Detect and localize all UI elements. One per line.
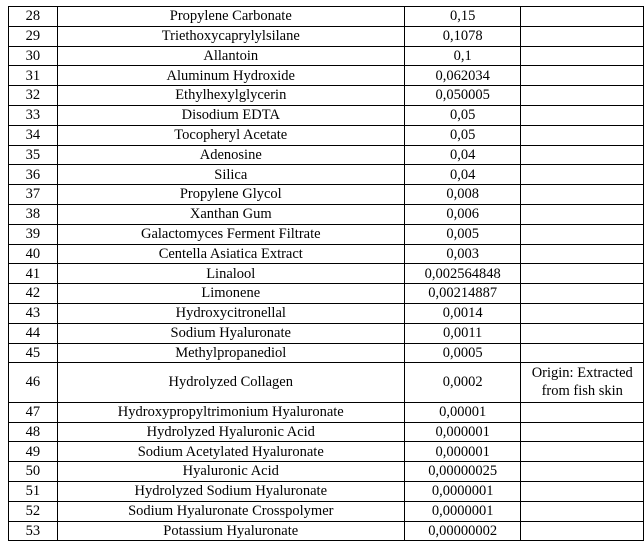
row-number-cell: 42	[9, 284, 58, 304]
ingredient-name-cell: Allantoin	[57, 46, 404, 66]
concentration-cell: 0,1078	[404, 26, 521, 46]
concentration-cell: 0,003	[404, 244, 521, 264]
table-row	[9, 86, 644, 106]
note-cell	[521, 244, 644, 264]
ingredient-name-cell: Potassium Hyaluronate	[57, 521, 404, 541]
note-cell	[521, 224, 644, 244]
ingredient-name-cell: Adenosine	[57, 145, 404, 165]
ingredient-name-cell: Hydroxypropyltrimonium Hyaluronate	[57, 402, 404, 422]
table-row	[9, 323, 644, 343]
table-row	[9, 284, 644, 304]
row-number-cell: 45	[9, 343, 58, 363]
concentration-cell: 0,062034	[404, 66, 521, 86]
ingredient-name-cell: Silica	[57, 165, 404, 185]
row-number-cell: 46	[9, 363, 58, 403]
concentration-cell: 0,000001	[404, 442, 521, 462]
concentration-cell: 0,0005	[404, 343, 521, 363]
note-cell	[521, 105, 644, 125]
row-number-cell: 31	[9, 66, 58, 86]
concentration-cell: 0,05	[404, 105, 521, 125]
row-number-cell: 41	[9, 264, 58, 284]
table-row	[9, 244, 644, 264]
note-cell	[521, 145, 644, 165]
row-number-cell: 32	[9, 86, 58, 106]
row-number-cell: 29	[9, 26, 58, 46]
row-number-cell: 43	[9, 303, 58, 323]
table-row	[9, 165, 644, 185]
ingredient-name-cell: Centella Asiatica Extract	[57, 244, 404, 264]
table-row	[9, 501, 644, 521]
table-row	[9, 264, 644, 284]
row-number-cell: 40	[9, 244, 58, 264]
concentration-cell: 0,00214887	[404, 284, 521, 304]
ingredient-name-cell: Xanthan Gum	[57, 204, 404, 224]
ingredient-name-cell: Hyaluronic Acid	[57, 462, 404, 482]
concentration-cell: 0,04	[404, 165, 521, 185]
note-cell	[521, 66, 644, 86]
note-cell	[521, 501, 644, 521]
concentration-cell: 0,002564848	[404, 264, 521, 284]
table-row	[9, 402, 644, 422]
note-cell	[521, 482, 644, 502]
ingredient-name-cell: Sodium Hyaluronate Crosspolymer	[57, 501, 404, 521]
concentration-cell: 0,008	[404, 185, 521, 205]
table-row	[9, 66, 644, 86]
concentration-cell: 0,000001	[404, 422, 521, 442]
ingredient-name-cell: Disodium EDTA	[57, 105, 404, 125]
note-cell	[521, 323, 644, 343]
concentration-cell: 0,00000025	[404, 462, 521, 482]
ingredient-name-cell: Sodium Hyaluronate	[57, 323, 404, 343]
concentration-cell: 0,15	[404, 7, 521, 27]
row-number-cell: 50	[9, 462, 58, 482]
row-number-cell: 49	[9, 442, 58, 462]
note-cell	[521, 303, 644, 323]
note-cell	[521, 442, 644, 462]
concentration-cell: 0,006	[404, 204, 521, 224]
concentration-cell: 0,0002	[404, 363, 521, 403]
note-cell	[521, 402, 644, 422]
concentration-cell: 0,00001	[404, 402, 521, 422]
concentration-cell: 0,005	[404, 224, 521, 244]
concentration-cell: 0,00000002	[404, 521, 521, 541]
row-number-cell: 48	[9, 422, 58, 442]
note-cell	[521, 422, 644, 442]
table-row	[9, 343, 644, 363]
row-number-cell: 28	[9, 7, 58, 27]
ingredient-name-cell: Hydrolyzed Sodium Hyaluronate	[57, 482, 404, 502]
ingredient-name-cell: Linalool	[57, 264, 404, 284]
concentration-cell: 0,0011	[404, 323, 521, 343]
ingredient-name-cell: Ethylhexylglycerin	[57, 86, 404, 106]
row-number-cell: 35	[9, 145, 58, 165]
ingredient-name-cell: Propylene Glycol	[57, 185, 404, 205]
note-cell	[521, 26, 644, 46]
note-cell	[521, 125, 644, 145]
row-number-cell: 38	[9, 204, 58, 224]
concentration-cell: 0,050005	[404, 86, 521, 106]
note-cell	[521, 86, 644, 106]
row-number-cell: 36	[9, 165, 58, 185]
note-cell	[521, 521, 644, 541]
note-cell	[521, 204, 644, 224]
row-number-cell: 44	[9, 323, 58, 343]
ingredient-name-cell: Methylpropanediol	[57, 343, 404, 363]
concentration-cell: 0,1	[404, 46, 521, 66]
table-row	[9, 363, 644, 403]
table-row	[9, 422, 644, 442]
note-cell	[521, 284, 644, 304]
concentration-cell: 0,04	[404, 145, 521, 165]
table-row	[9, 204, 644, 224]
concentration-cell: 0,05	[404, 125, 521, 145]
row-number-cell: 39	[9, 224, 58, 244]
table-row	[9, 125, 644, 145]
table-row	[9, 224, 644, 244]
concentration-cell: 0,0014	[404, 303, 521, 323]
ingredients-table	[8, 6, 644, 541]
ingredient-name-cell: Sodium Acetylated Hyaluronate	[57, 442, 404, 462]
table-row	[9, 482, 644, 502]
ingredient-name-cell: Hydrolyzed Collagen	[57, 363, 404, 403]
table-row	[9, 7, 644, 27]
ingredient-name-cell: Galactomyces Ferment Filtrate	[57, 224, 404, 244]
row-number-cell: 47	[9, 402, 58, 422]
ingredient-name-cell: Aluminum Hydroxide	[57, 66, 404, 86]
note-cell	[521, 46, 644, 66]
ingredients-table-body	[9, 7, 644, 541]
ingredient-name-cell: Triethoxycaprylylsilane	[57, 26, 404, 46]
row-number-cell: 53	[9, 521, 58, 541]
note-cell	[521, 185, 644, 205]
concentration-cell: 0,0000001	[404, 501, 521, 521]
table-row	[9, 105, 644, 125]
table-row	[9, 521, 644, 541]
table-row	[9, 26, 644, 46]
note-cell	[521, 165, 644, 185]
table-row	[9, 46, 644, 66]
note-cell	[521, 7, 644, 27]
table-row	[9, 185, 644, 205]
note-cell: Origin: Extracted from fish skin	[521, 363, 644, 403]
table-row	[9, 303, 644, 323]
note-cell	[521, 462, 644, 482]
ingredient-name-cell: Hydrolyzed Hyaluronic Acid	[57, 422, 404, 442]
note-cell	[521, 264, 644, 284]
ingredient-name-cell: Propylene Carbonate	[57, 7, 404, 27]
row-number-cell: 51	[9, 482, 58, 502]
row-number-cell: 33	[9, 105, 58, 125]
table-row	[9, 462, 644, 482]
ingredient-name-cell: Tocopheryl Acetate	[57, 125, 404, 145]
row-number-cell: 30	[9, 46, 58, 66]
ingredient-name-cell: Limonene	[57, 284, 404, 304]
row-number-cell: 52	[9, 501, 58, 521]
ingredient-name-cell: Hydroxycitronellal	[57, 303, 404, 323]
note-cell	[521, 343, 644, 363]
row-number-cell: 37	[9, 185, 58, 205]
row-number-cell: 34	[9, 125, 58, 145]
table-row	[9, 145, 644, 165]
table-row	[9, 442, 644, 462]
concentration-cell: 0,0000001	[404, 482, 521, 502]
